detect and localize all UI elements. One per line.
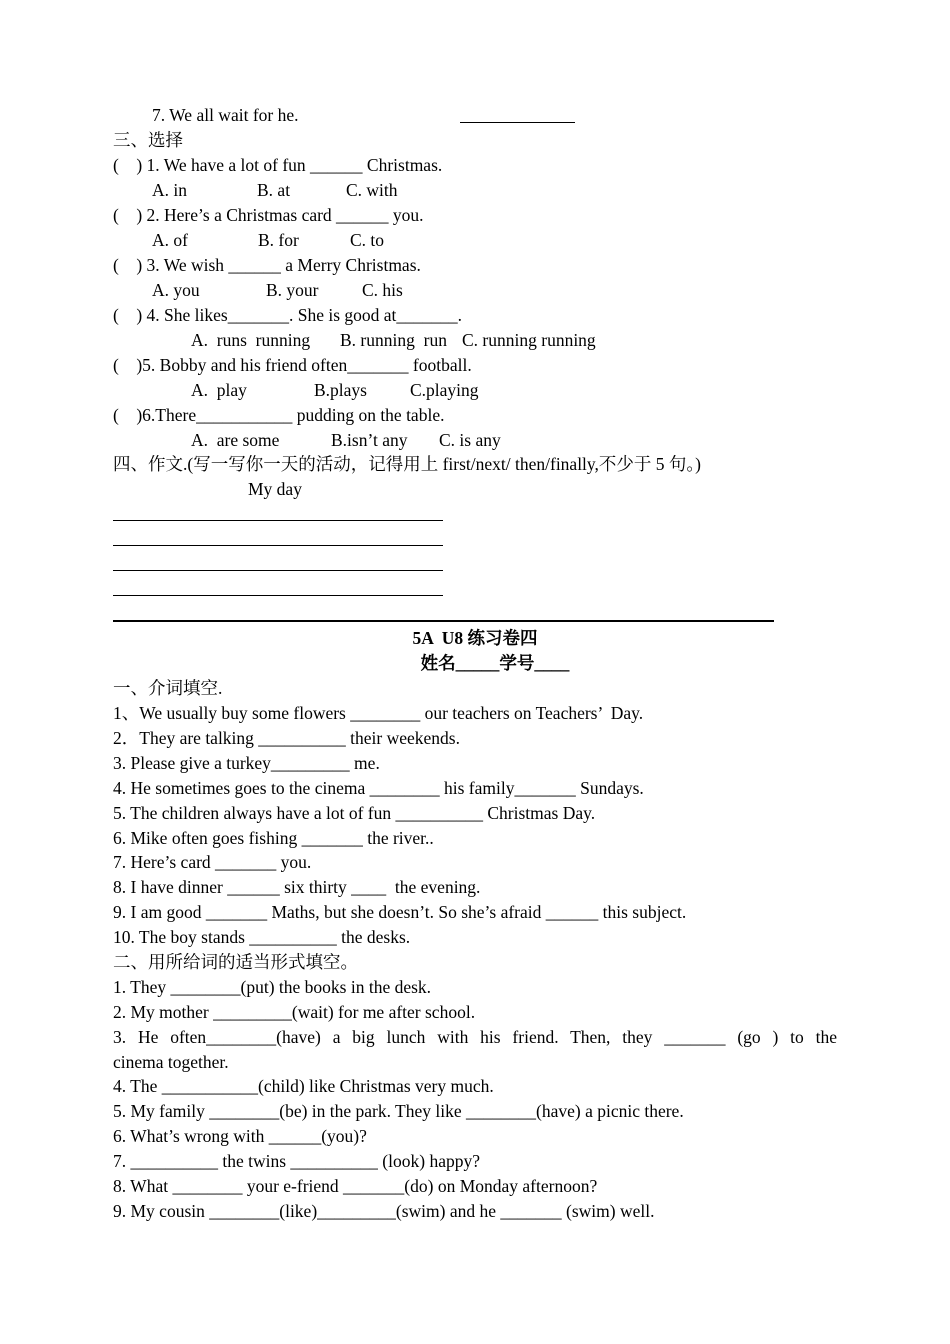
section2-item-4: 4. The ___________(child) like Christmas very much. xyxy=(113,1076,494,1096)
choice-option-1a: A. in xyxy=(152,180,187,200)
choice-option-3c: C. his xyxy=(362,280,403,300)
section2-item-7: 7. __________ the twins __________ (look) happy? xyxy=(113,1151,480,1171)
essay-line-3[interactable] xyxy=(113,570,443,571)
section1-heading: 一、介词填空. xyxy=(113,678,223,698)
section1-item-6: 6. Mike often goes fishing _______ the river.. xyxy=(113,828,434,848)
choice-option-6b: B.isn’t any xyxy=(331,430,408,450)
section2-item-6: 6. What’s wrong with ______(you)? xyxy=(113,1126,367,1146)
choice-option-4c: C. running running xyxy=(462,330,596,350)
worksheet-subtitle: 姓名_____学号____ xyxy=(420,653,570,673)
choice-option-2b: B. for xyxy=(258,230,299,250)
choice-option-6a: A. are some xyxy=(191,430,280,450)
section-divider xyxy=(113,620,774,622)
choice-option-2c: C. to xyxy=(350,230,385,250)
essay-line-1[interactable] xyxy=(113,520,443,521)
essay-line-4[interactable] xyxy=(113,595,443,596)
choice-option-6c: C. is any xyxy=(439,430,501,450)
choice-question-1: ( ) 1. We have a lot of fun ______ Christmas. xyxy=(113,155,443,175)
answer-blank[interactable] xyxy=(460,122,575,123)
essay-title: My day xyxy=(248,479,302,499)
section1-item-4: 4. He sometimes goes to the cinema ________ his family_______ Sundays. xyxy=(113,778,644,798)
section2-heading: 二、用所给词的适当形式填空。 xyxy=(113,952,358,972)
section2-item-3-line1: 3. He often________(have) a big lunch with his friend. Then, they _______ (go ) to the xyxy=(113,1027,837,1047)
section2-item-2: 2. My mother _________(wait) for me after school. xyxy=(113,1002,476,1022)
choice-option-4b: B. running run xyxy=(340,330,447,350)
choice-option-5a: A. play xyxy=(191,380,247,400)
choice-option-2a: A. of xyxy=(152,230,188,250)
choice-option-1c: C. with xyxy=(346,180,398,200)
choice-question-6: ( )6.There___________ pudding on the table. xyxy=(113,405,445,425)
choice-question-4: ( ) 4. She likes_______. She is good at_______. xyxy=(113,305,463,325)
section1-item-9: 9. I am good _______ Maths, but she doesn’t. So she’s afraid ______ this subject. xyxy=(113,902,687,922)
choice-option-4a: A. runs running xyxy=(191,330,311,350)
section2-item-5: 5. My family ________(be) in the park. They like ________(have) a picnic there. xyxy=(113,1101,684,1121)
section1-item-5: 5. The children always have a lot of fun __________ Christmas Day. xyxy=(113,803,596,823)
section2-item-8: 8. What ________ your e-friend _______(do) on Monday afternoon? xyxy=(113,1176,598,1196)
choice-question-3: ( ) 3. We wish ______ a Merry Christmas. xyxy=(113,255,421,275)
section1-item-3: 3. Please give a turkey_________ me. xyxy=(113,753,380,773)
section2-item-1: 1. They ________(put) the books in the desk. xyxy=(113,977,432,997)
choice-question-5: ( )5. Bobby and his friend often_______ football. xyxy=(113,355,472,375)
item-7-text: 7. We all wait for he. xyxy=(152,105,299,125)
section1-item-2: 2．They are talking __________ their weekends. xyxy=(113,728,460,748)
section3-heading: 三、选择 xyxy=(113,130,183,150)
choice-option-5c: C.playing xyxy=(410,380,479,400)
section4-heading: 四、作文.(写一写你一天的活动，记得用上 first/next/ then/finally,不少于 5 句。) xyxy=(113,454,701,474)
choice-option-1b: B. at xyxy=(257,180,291,200)
choice-option-3b: B. your xyxy=(266,280,319,300)
section1-item-10: 10. The boy stands __________ the desks. xyxy=(113,927,411,947)
choice-option-3a: A. you xyxy=(152,280,200,300)
section2-item-9: 9. My cousin ________(like)_________(swim) and he _______ (swim) well. xyxy=(113,1201,655,1221)
section1-item-7: 7. Here’s card _______ you. xyxy=(113,852,312,872)
section2-item-3-line2: cinema together. xyxy=(113,1052,229,1072)
choice-option-5b: B.plays xyxy=(314,380,367,400)
essay-line-2[interactable] xyxy=(113,545,443,546)
section1-item-1: 1、We usually buy some flowers ________ our teachers on Teachers’ Day. xyxy=(113,703,644,723)
section1-item-8: 8. I have dinner ______ six thirty ____ the evening. xyxy=(113,877,481,897)
choice-question-2: ( ) 2. Here’s a Christmas card ______ you. xyxy=(113,205,424,225)
worksheet-title: 5A U8 练习卷四 xyxy=(412,628,538,648)
